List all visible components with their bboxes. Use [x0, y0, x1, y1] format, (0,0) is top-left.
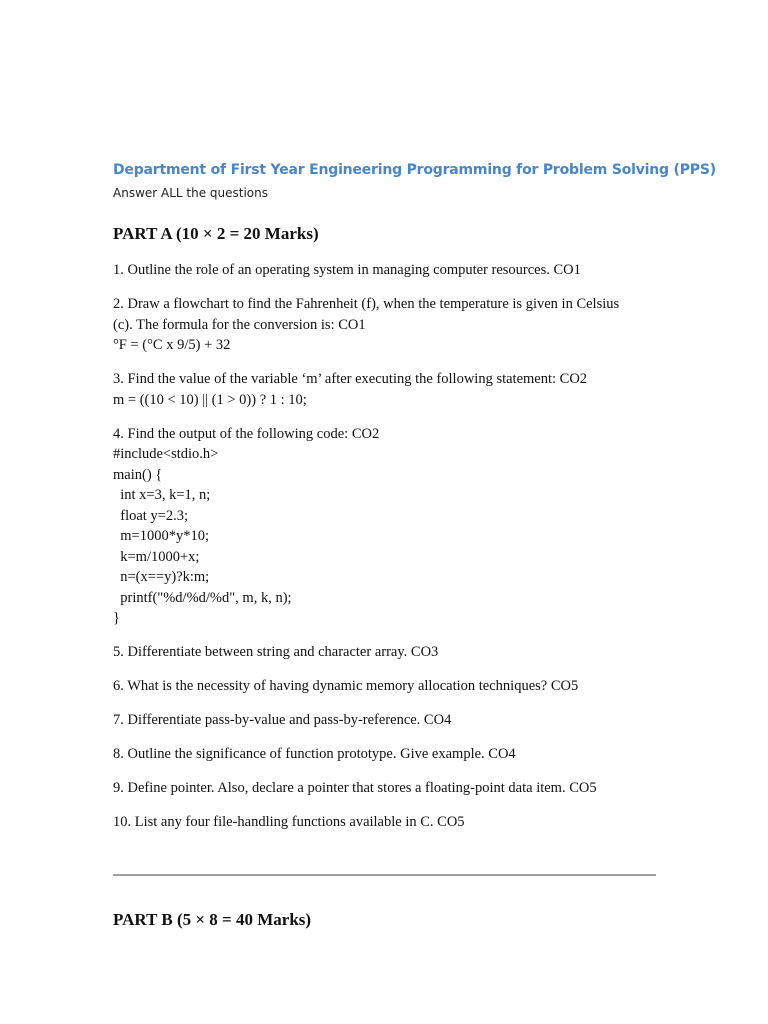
- question-line: 8. Outline the significance of function prototype. Give example. CO4: [113, 746, 516, 762]
- question-6: [113, 676, 658, 697]
- question-line: 5. Differentiate between string and character array. CO3: [113, 644, 439, 660]
- question-8: [113, 744, 658, 765]
- question-line: 3. Find the value of the variable ‘m’ after executing the following statement: CO2: [113, 371, 588, 387]
- question-3: [113, 369, 658, 410]
- question-7: [113, 710, 658, 731]
- section-divider: [113, 874, 656, 876]
- code-line: k=m/1000+x;: [113, 548, 200, 565]
- code-line: }: [113, 610, 120, 626]
- part-b-heading: PART B (5 × 8 = 40 Marks): [113, 910, 312, 929]
- question-1: [113, 260, 658, 281]
- document-title: Department of First Year Engineering Programming for Problem Solving (PPS): [113, 162, 716, 178]
- code-line: m = ((10 < 10) || (1 > 0)) ? 1 : 10;: [113, 391, 307, 408]
- part-a-question-list: [113, 260, 658, 846]
- question-10: [113, 812, 658, 833]
- code-line: #include<stdio.h>: [113, 446, 219, 462]
- question-9: [113, 778, 658, 799]
- question-line: 2. Draw a flowchart to find the Fahrenheit (f), when the temperature is given in Celsius: [113, 296, 620, 312]
- code-line: float y=2.3;: [113, 507, 189, 524]
- question-line: 7. Differentiate pass-by-value and pass-by-reference. CO4: [113, 712, 452, 728]
- part-a-heading: PART A (10 × 2 = 20 Marks): [113, 224, 319, 243]
- code-line: n=(x==y)?k:m;: [113, 569, 210, 585]
- code-line: printf("%d/%d/%d", m, k, n);: [113, 589, 292, 606]
- question-line: 10. List any four file-handling functions available in C. CO5: [113, 814, 465, 830]
- question-line: 4. Find the output of the following code: CO2: [113, 425, 380, 442]
- code-line: main() {: [113, 466, 163, 483]
- question-line: 6. What is the necessity of having dynamic memory allocation techniques? CO5: [113, 678, 579, 694]
- question-2: [113, 294, 658, 356]
- question-line: (c). The formula for the conversion is: CO1: [113, 316, 366, 333]
- code-line: int x=3, k=1, n;: [113, 487, 211, 503]
- question-line: 1. Outline the role of an operating system in managing computer resources. CO1: [113, 262, 581, 278]
- question-5: [113, 642, 658, 663]
- question-4: [113, 424, 658, 629]
- code-line: m=1000*y*10;: [113, 528, 209, 544]
- formula-line: °F = (°C x 9/5) + 32: [113, 337, 231, 353]
- document-instructions: Answer ALL the questions: [113, 186, 269, 200]
- question-line: 9. Define pointer. Also, declare a pointer that stores a floating-point data item. CO5: [113, 780, 597, 796]
